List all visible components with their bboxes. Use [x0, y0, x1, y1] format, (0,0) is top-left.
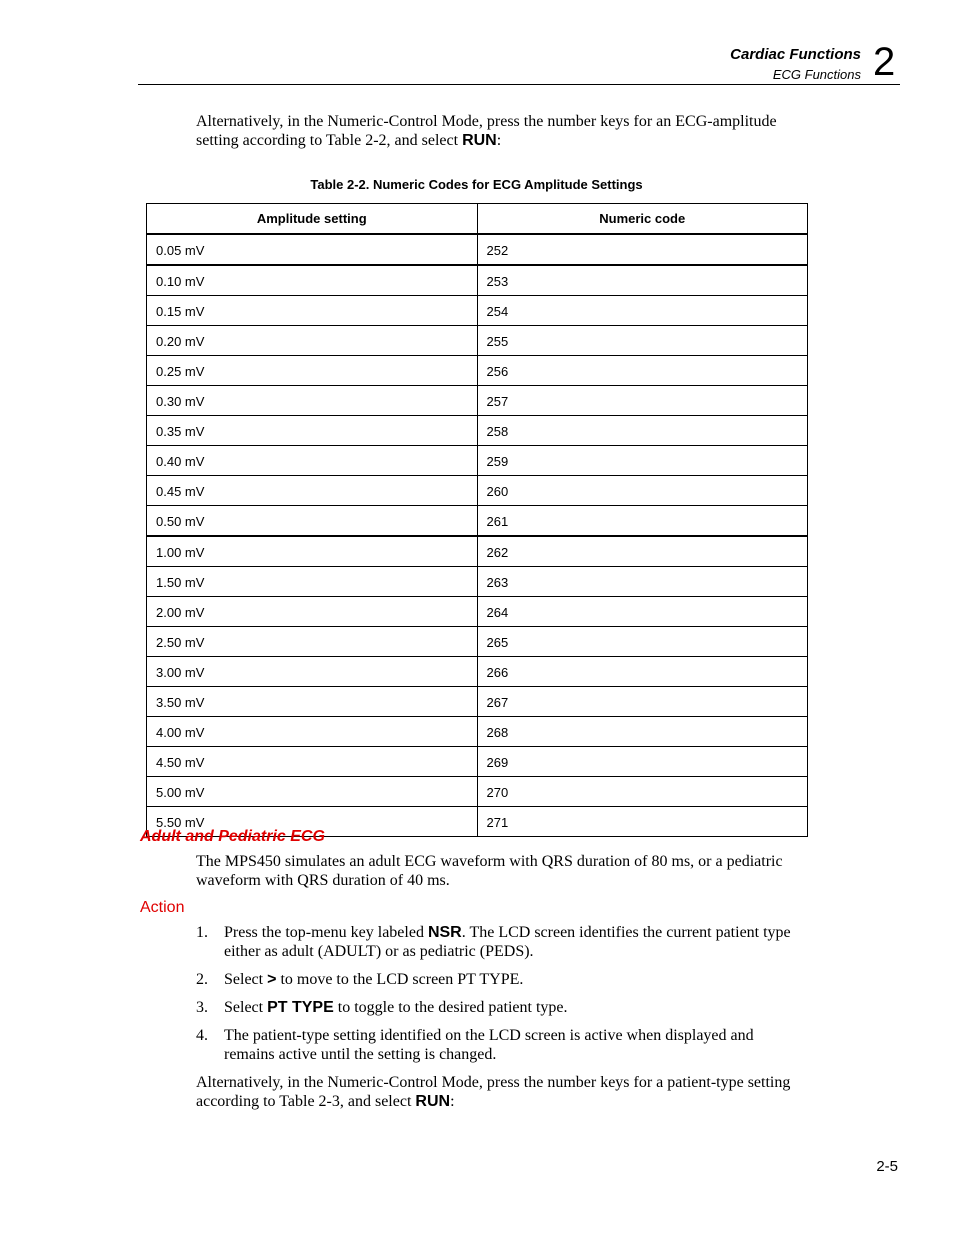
amplitude-cell: 0.25 mV [147, 356, 478, 386]
code-cell: 263 [477, 567, 808, 597]
action-heading: Action [140, 899, 185, 916]
table-row [147, 717, 808, 747]
code-cell: 266 [477, 657, 808, 687]
amplitude-cell: 2.50 mV [147, 627, 478, 657]
code-cell: 269 [477, 747, 808, 777]
table-row [147, 296, 808, 326]
code-cell: 258 [477, 416, 808, 446]
code-cell: 256 [477, 356, 808, 386]
code-cell: 265 [477, 627, 808, 657]
chapter-title: Cardiac Functions [730, 46, 861, 63]
amplitude-cell: 0.35 mV [147, 416, 478, 446]
table-row [147, 747, 808, 777]
table-body [147, 234, 808, 837]
table-row [147, 567, 808, 597]
column-header: Numeric code [477, 204, 808, 235]
run-key: RUN [415, 1093, 451, 1110]
table-row [147, 597, 808, 627]
table-row [147, 386, 808, 416]
code-cell: 261 [477, 506, 808, 537]
nsr-key: NSR [427, 924, 462, 941]
amplitude-cell: 0.50 mV [147, 506, 478, 537]
table-row [147, 234, 808, 265]
amplitude-cell: 4.00 mV [147, 717, 478, 747]
code-cell: 255 [477, 326, 808, 356]
table-row [147, 326, 808, 356]
amplitude-cell: 0.20 mV [147, 326, 478, 356]
list-item: 2. Select > to move to the LCD screen PT TYPE. [196, 971, 524, 988]
amplitude-cell: 0.10 mV [147, 265, 478, 296]
table-header-row [147, 204, 808, 235]
next-key: > [267, 971, 277, 988]
intro-paragraph: Alternatively, in the Numeric-Control Mode, press the number keys for an ECG-amplitude setting according to Table 2-2, and select RUN: [196, 113, 777, 149]
amplitude-cell: 3.50 mV [147, 687, 478, 717]
table-row [147, 627, 808, 657]
code-cell: 253 [477, 265, 808, 296]
list-item: 1. Press the top-menu key labeled NSR. The LCD screen identifies the current patient type either as adult (ADULT) or as pediatric (PEDS). [196, 924, 791, 960]
pt-type-key: PT TYPE [267, 999, 334, 1016]
amplitude-cell: 1.00 mV [147, 536, 478, 567]
code-cell: 268 [477, 717, 808, 747]
table-caption: Table 2-2. Numeric Codes for ECG Amplitude Settings [310, 177, 643, 192]
table-row [147, 687, 808, 717]
code-cell: 267 [477, 687, 808, 717]
section-heading: Adult and Pediatric ECG [140, 828, 325, 845]
table-row [147, 416, 808, 446]
section-title: ECG Functions [772, 67, 861, 82]
code-cell: 252 [477, 234, 808, 265]
table-row [147, 446, 808, 476]
amplitude-cell: 0.45 mV [147, 476, 478, 506]
amplitude-cell: 4.50 mV [147, 747, 478, 777]
header-rule [138, 84, 900, 85]
table-row [147, 657, 808, 687]
code-cell: 264 [477, 597, 808, 627]
amplitude-cell: 3.00 mV [147, 657, 478, 687]
code-cell: 257 [477, 386, 808, 416]
code-cell: 262 [477, 536, 808, 567]
table-row [147, 476, 808, 506]
code-cell: 270 [477, 777, 808, 807]
code-cell: 271 [477, 807, 808, 837]
table-row [147, 777, 808, 807]
amplitude-cell: 0.30 mV [147, 386, 478, 416]
list-item: 4. The patient-type setting identified on the LCD screen is active when displayed and remains active until the setting is changed. [196, 1027, 754, 1063]
chapter-number: 2 [873, 40, 896, 84]
amplitude-cell: 2.00 mV [147, 597, 478, 627]
amplitude-cell: 0.40 mV [147, 446, 478, 476]
list-item: 3. Select PT TYPE to toggle to the desired patient type. [196, 999, 568, 1016]
table-row [147, 356, 808, 386]
code-cell: 259 [477, 446, 808, 476]
table-row [147, 506, 808, 537]
section-body: The MPS450 simulates an adult ECG waveform with QRS duration of 80 ms, or a pediatric waveform with QRS duration of 40 ms. [196, 853, 783, 889]
intro-text: Alternatively, in the Numeric-Control Mode, press the number keys for an ECG-amplitude setting according to Table 2-2, and select [196, 113, 777, 149]
code-cell: 260 [477, 476, 808, 506]
table-row [147, 265, 808, 296]
amplitude-cell: 0.15 mV [147, 296, 478, 326]
amplitude-cell: 0.05 mV [147, 234, 478, 265]
table-row [147, 536, 808, 567]
amplitude-table [146, 203, 808, 837]
run-key: RUN [462, 132, 497, 149]
amplitude-cell: 5.50 mV [147, 807, 478, 837]
page-number: 2-5 [876, 1158, 898, 1175]
closing-paragraph: Alternatively, in the Numeric-Control Mode, press the number keys for a patient-type setting according to Table 2-3, and select RUN: [196, 1074, 791, 1110]
amplitude-cell: 1.50 mV [147, 567, 478, 597]
column-header: Amplitude setting [147, 204, 478, 235]
amplitude-cell: 5.00 mV [147, 777, 478, 807]
code-cell: 254 [477, 296, 808, 326]
